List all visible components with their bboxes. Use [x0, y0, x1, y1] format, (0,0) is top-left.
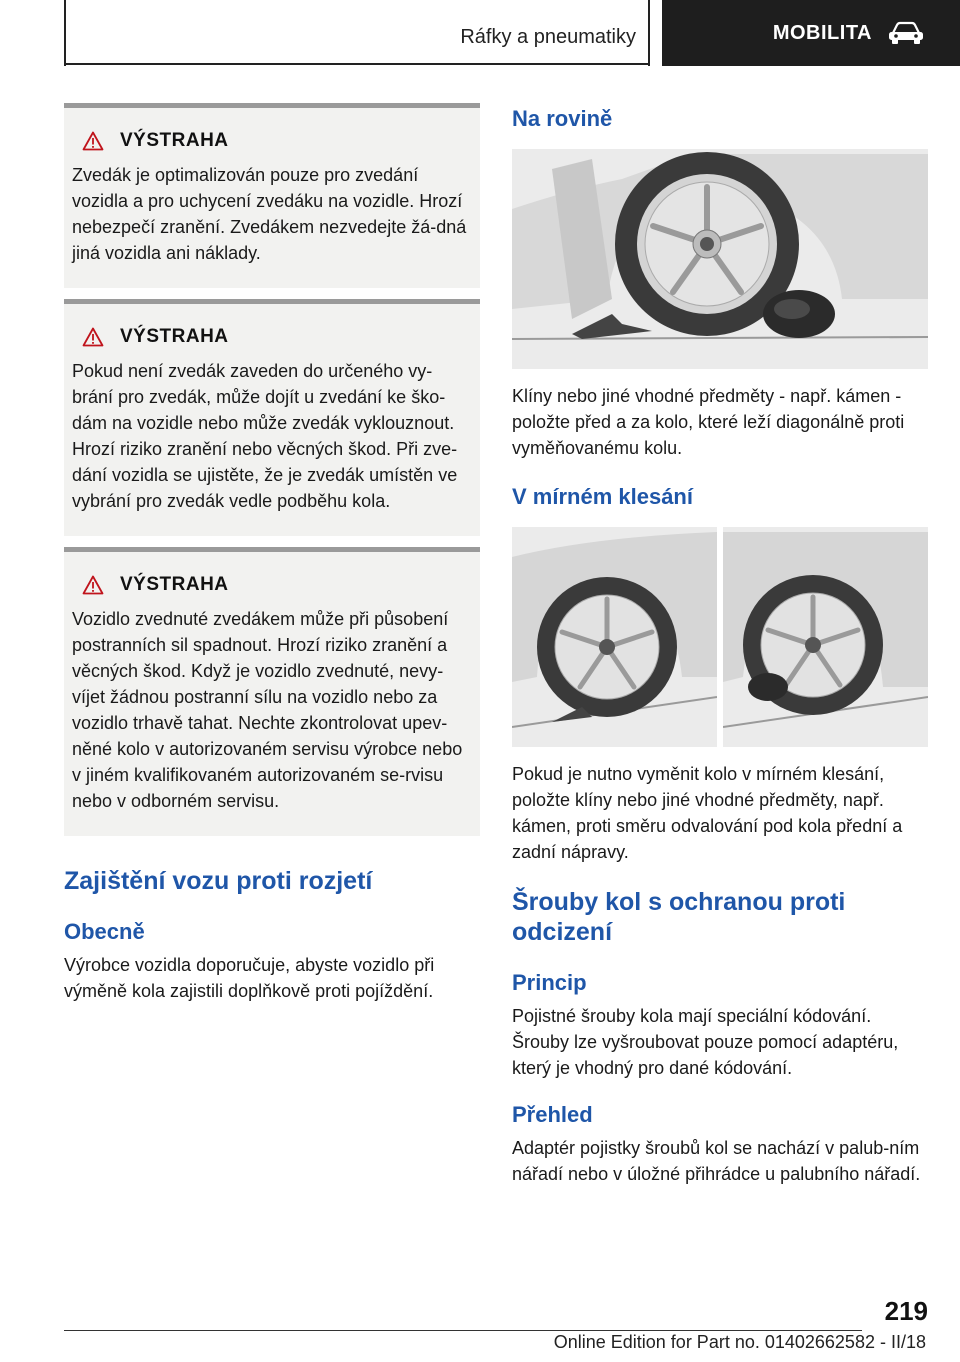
section-heading-secure-vehicle: Zajištění vozu proti rozjetí — [64, 867, 373, 895]
warning-triangle-icon — [82, 327, 104, 347]
wheel-chocks-flat-drawing — [512, 149, 928, 369]
header-chapter-tab — [662, 0, 960, 66]
header-frame-left — [64, 0, 66, 66]
warning-box-2 — [64, 299, 480, 536]
subheading-principle: Princip — [512, 970, 587, 995]
front-wheel-drawing — [512, 527, 717, 747]
general-text: Výrobce vozidla doporučuje, abyste vozidlo při výměně kola zajistili doplňkově proti pojíždění. — [64, 955, 435, 1001]
warning-title: VÝSTRAHA — [120, 130, 229, 151]
header-frame-bottom — [64, 63, 650, 65]
warning-text: Pokud není zvedák zaveden do určeného vy‐brání pro zvedák, může dojít u zvedání ke ško‐dám na vozidle nebo může zvedák vyklouznout. Hrozí riziko zranění nebo věcných škod. Při zve‐dání vozidla se ujistěte, že je zvedák umístěn ve vybrání pro zvedák vedle podběhu kola. — [72, 361, 458, 511]
warning-title: VÝSTRAHA — [120, 574, 229, 595]
warning-triangle-icon — [82, 131, 104, 151]
subheading-slope: V mírném klesání — [512, 484, 693, 509]
subheading-flat: Na rovině — [512, 106, 613, 131]
subheading-overview: Přehled — [512, 1102, 593, 1127]
warning-box-3 — [64, 547, 480, 836]
car-icon — [886, 21, 926, 45]
warning-box-1 — [64, 103, 480, 288]
slope-illustrations — [512, 527, 928, 747]
page-number: 219 — [884, 1296, 928, 1326]
right-column — [512, 103, 928, 1187]
warning-header — [72, 574, 472, 596]
warning-triangle-icon — [82, 575, 104, 595]
flat-text: Klíny nebo jiné vhodné předměty - např. kámen - položte před a za kolo, které leží diagonálně proti vyměňovanému kolu. — [512, 386, 905, 458]
overview-text: Adaptér pojistky šroubů kol se nachází v palub‐ním nářadí nebo v úložné přihrádce u palubního nářadí. — [512, 1138, 921, 1184]
slope-rear-wheel-illustration — [723, 527, 928, 747]
rear-wheel-drawing — [723, 527, 928, 747]
left-column — [64, 103, 480, 1004]
header-section-title: Ráfky a pneumatiky — [460, 26, 636, 48]
principle-text: Pojistné šrouby kola mají speciální kódování. Šrouby lze vyšroubovat pouze pomocí adaptéru, který je vhodný pro dané kódování. — [512, 1006, 899, 1078]
footer-rule — [64, 1330, 862, 1331]
header-frame-right — [648, 0, 650, 66]
flat-ground-illustration — [512, 149, 928, 369]
slope-front-wheel-illustration — [512, 527, 717, 747]
warning-header — [72, 326, 472, 348]
warning-header — [72, 130, 472, 152]
footer-edition: Online Edition for Part no. 01402662582 - II/18 — [553, 1332, 926, 1352]
warning-text: Vozidlo zvednuté zvedákem může při působení postranních sil spadnout. Hrozí riziko zranění a věcných škod. Když je vozidlo zvednuté, nevy‐víjet žádnou postranní sílu na vozidlo nebo za vozidlo trhavě tahat. Nechte zkontrolovat upev‐něné kolo v autorizovaném servisu výrobce nebo v jiném kvalifikovaném autorizovaném se‐rvisu nebo v odborném servisu. — [72, 609, 463, 811]
slope-text: Pokud je nutno vyměnit kolo v mírném klesání, položte klíny nebo jiné vhodné předměty, např. kámen, proti směru odvalování pod kola přední a zadní nápravy. — [512, 764, 903, 862]
warning-text: Zvedák je optimalizován pouze pro zvedání vozidla a pro uchycení zvedáku na vozidle. Hrozí nebezpečí zranění. Zvedákem nezvedejte žá‐dná jiná vozidla ani náklady. — [72, 165, 467, 263]
header-chapter-label: MOBILITA — [772, 21, 872, 44]
subheading-general: Obecně — [64, 919, 145, 944]
warning-title: VÝSTRAHA — [120, 326, 229, 347]
section-heading-locking-bolts: Šrouby kol s ochranou proti odcizení — [512, 888, 846, 946]
